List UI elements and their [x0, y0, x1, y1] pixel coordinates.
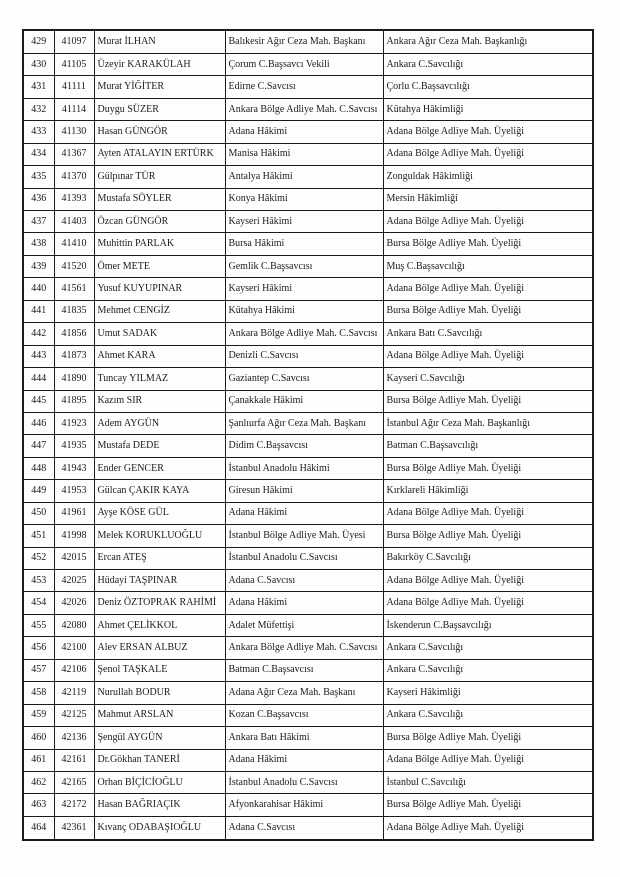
- order-number-cell: 455: [23, 614, 54, 636]
- current-post-cell: Adalet Müfettişi: [225, 614, 383, 636]
- registry-number-cell: 41935: [54, 435, 94, 457]
- name-cell: Nurullah BODUR: [94, 682, 225, 704]
- order-number-cell: 433: [23, 121, 54, 143]
- new-post-cell: Ankara Batı C.Savcılığı: [383, 323, 593, 345]
- name-cell: Mehmet CENGİZ: [94, 300, 225, 322]
- table-row: [23, 121, 593, 143]
- new-post-cell: Adana Bölge Adliye Mah. Üyeliği: [383, 278, 593, 300]
- current-post-cell: Ankara Bölge Adliye Mah. C.Savcısı: [225, 637, 383, 659]
- current-post-cell: Denizli C.Savcısı: [225, 345, 383, 367]
- new-post-cell: Kayseri Hâkimliği: [383, 682, 593, 704]
- new-post-cell: Ankara C.Savcılığı: [383, 53, 593, 75]
- name-cell: Hasan BAĞRIAÇIK: [94, 794, 225, 816]
- order-number-cell: 460: [23, 727, 54, 749]
- name-cell: Melek KORUKLUOĞLU: [94, 525, 225, 547]
- new-post-cell: Bursa Bölge Adliye Mah. Üyeliği: [383, 233, 593, 255]
- current-post-cell: Didim C.Başsavcısı: [225, 435, 383, 457]
- name-cell: Alev ERSAN ALBUZ: [94, 637, 225, 659]
- registry-number-cell: 41370: [54, 166, 94, 188]
- current-post-cell: Çorum C.Başsavcı Vekili: [225, 53, 383, 75]
- order-number-cell: 450: [23, 502, 54, 524]
- new-post-cell: Mersin Hâkimliği: [383, 188, 593, 210]
- table-row: [23, 300, 593, 322]
- current-post-cell: Ankara Batı Hâkimi: [225, 727, 383, 749]
- table-row: [23, 614, 593, 636]
- name-cell: Mustafa DEDE: [94, 435, 225, 457]
- current-post-cell: Kayseri Hâkimi: [225, 278, 383, 300]
- name-cell: Mahmut ARSLAN: [94, 704, 225, 726]
- current-post-cell: İstanbul Anadolu Hâkimi: [225, 457, 383, 479]
- order-number-cell: 430: [23, 53, 54, 75]
- order-number-cell: 448: [23, 457, 54, 479]
- current-post-cell: Adana Hâkimi: [225, 502, 383, 524]
- order-number-cell: 444: [23, 368, 54, 390]
- name-cell: Murat YİĞİTER: [94, 76, 225, 98]
- order-number-cell: 458: [23, 682, 54, 704]
- registry-number-cell: 42026: [54, 592, 94, 614]
- registry-number-cell: 42080: [54, 614, 94, 636]
- new-post-cell: Ankara C.Savcılığı: [383, 704, 593, 726]
- new-post-cell: Bursa Bölge Adliye Mah. Üyeliği: [383, 525, 593, 547]
- order-number-cell: 432: [23, 98, 54, 120]
- new-post-cell: Adana Bölge Adliye Mah. Üyeliği: [383, 502, 593, 524]
- name-cell: Ercan ATEŞ: [94, 547, 225, 569]
- current-post-cell: Adana C.Savcısı: [225, 816, 383, 840]
- order-number-cell: 447: [23, 435, 54, 457]
- table-row: [23, 771, 593, 793]
- registry-number-cell: 41403: [54, 211, 94, 233]
- registry-number-cell: 42172: [54, 794, 94, 816]
- table-row: [23, 345, 593, 367]
- table-row: [23, 143, 593, 165]
- table-row: [23, 30, 593, 53]
- current-post-cell: Adana Hâkimi: [225, 592, 383, 614]
- table-row: [23, 502, 593, 524]
- new-post-cell: Bursa Bölge Adliye Mah. Üyeliği: [383, 390, 593, 412]
- order-number-cell: 442: [23, 323, 54, 345]
- new-post-cell: Adana Bölge Adliye Mah. Üyeliği: [383, 211, 593, 233]
- name-cell: Orhan BİÇİCİOĞLU: [94, 771, 225, 793]
- order-number-cell: 456: [23, 637, 54, 659]
- name-cell: Hasan GÜNGÖR: [94, 121, 225, 143]
- order-number-cell: 451: [23, 525, 54, 547]
- registry-number-cell: 42361: [54, 816, 94, 840]
- order-number-cell: 445: [23, 390, 54, 412]
- current-post-cell: Konya Hâkimi: [225, 188, 383, 210]
- table-row: [23, 233, 593, 255]
- registry-number-cell: 41943: [54, 457, 94, 479]
- new-post-cell: Adana Bölge Adliye Mah. Üyeliği: [383, 570, 593, 592]
- new-post-cell: Kayseri C.Savcılığı: [383, 368, 593, 390]
- order-number-cell: 443: [23, 345, 54, 367]
- name-cell: Gülpınar TÜR: [94, 166, 225, 188]
- name-cell: Dr.Gökhan TANERİ: [94, 749, 225, 771]
- registry-number-cell: 41097: [54, 30, 94, 53]
- table-row: [23, 547, 593, 569]
- order-number-cell: 453: [23, 570, 54, 592]
- name-cell: Hüdayi TAŞPINAR: [94, 570, 225, 592]
- new-post-cell: Ankara C.Savcılığı: [383, 637, 593, 659]
- registry-number-cell: 41873: [54, 345, 94, 367]
- table-row: [23, 98, 593, 120]
- current-post-cell: Manisa Hâkimi: [225, 143, 383, 165]
- new-post-cell: İstanbul Ağır Ceza Mah. Başkanlığı: [383, 412, 593, 434]
- order-number-cell: 464: [23, 816, 54, 840]
- name-cell: Ahmet KARA: [94, 345, 225, 367]
- order-number-cell: 461: [23, 749, 54, 771]
- current-post-cell: Kayseri Hâkimi: [225, 211, 383, 233]
- registry-number-cell: 42100: [54, 637, 94, 659]
- registry-number-cell: 41130: [54, 121, 94, 143]
- current-post-cell: Ankara Bölge Adliye Mah. C.Savcısı: [225, 98, 383, 120]
- name-cell: Şenol TAŞKALE: [94, 659, 225, 681]
- current-post-cell: Afyonkarahisar Hâkimi: [225, 794, 383, 816]
- order-number-cell: 440: [23, 278, 54, 300]
- table-row: [23, 457, 593, 479]
- current-post-cell: Şanlıurfa Ağır Ceza Mah. Başkanı: [225, 412, 383, 434]
- current-post-cell: Ankara Bölge Adliye Mah. C.Savcısı: [225, 323, 383, 345]
- registry-number-cell: 41835: [54, 300, 94, 322]
- name-cell: Gülcan ÇAKIR KAYA: [94, 480, 225, 502]
- registry-number-cell: 41895: [54, 390, 94, 412]
- order-number-cell: 462: [23, 771, 54, 793]
- registry-number-cell: 41953: [54, 480, 94, 502]
- current-post-cell: Çanakkale Hâkimi: [225, 390, 383, 412]
- registry-number-cell: 42015: [54, 547, 94, 569]
- name-cell: Deniz ÖZTOPRAK RAHİMİ: [94, 592, 225, 614]
- name-cell: Üzeyir KARAKÜLAH: [94, 53, 225, 75]
- order-number-cell: 463: [23, 794, 54, 816]
- table-row: [23, 637, 593, 659]
- table-row: [23, 794, 593, 816]
- registry-number-cell: 41105: [54, 53, 94, 75]
- new-post-cell: Çorlu C.Başsavcılığı: [383, 76, 593, 98]
- registry-number-cell: 42125: [54, 704, 94, 726]
- current-post-cell: Bursa Hâkimi: [225, 233, 383, 255]
- table-row: [23, 682, 593, 704]
- name-cell: Yusuf KUYUPINAR: [94, 278, 225, 300]
- table-row: [23, 368, 593, 390]
- table-row: [23, 704, 593, 726]
- current-post-cell: Batman C.Başsavcısı: [225, 659, 383, 681]
- new-post-cell: Zonguldak Hâkimliği: [383, 166, 593, 188]
- table-row: [23, 166, 593, 188]
- name-cell: Ahmet ÇELİKKOL: [94, 614, 225, 636]
- judicial-assignment-table: [22, 29, 594, 841]
- current-post-cell: Adana Hâkimi: [225, 121, 383, 143]
- registry-number-cell: 41393: [54, 188, 94, 210]
- table-row: [23, 659, 593, 681]
- name-cell: Özcan GÜNGÖR: [94, 211, 225, 233]
- new-post-cell: Bakırköy C.Savcılığı: [383, 547, 593, 569]
- registry-number-cell: 41114: [54, 98, 94, 120]
- registry-number-cell: 41367: [54, 143, 94, 165]
- order-number-cell: 429: [23, 30, 54, 53]
- order-number-cell: 436: [23, 188, 54, 210]
- registry-number-cell: 41561: [54, 278, 94, 300]
- current-post-cell: Adana Hâkimi: [225, 749, 383, 771]
- new-post-cell: Bursa Bölge Adliye Mah. Üyeliği: [383, 794, 593, 816]
- new-post-cell: Kırklareli Hâkimliği: [383, 480, 593, 502]
- table-row: [23, 525, 593, 547]
- table-row: [23, 211, 593, 233]
- registry-number-cell: 42106: [54, 659, 94, 681]
- current-post-cell: Giresun Hâkimi: [225, 480, 383, 502]
- table-row: [23, 255, 593, 277]
- order-number-cell: 439: [23, 255, 54, 277]
- order-number-cell: 441: [23, 300, 54, 322]
- registry-number-cell: 41520: [54, 255, 94, 277]
- name-cell: Umut SADAK: [94, 323, 225, 345]
- order-number-cell: 438: [23, 233, 54, 255]
- name-cell: Murat İLHAN: [94, 30, 225, 53]
- new-post-cell: Muş C.Başsavcılığı: [383, 255, 593, 277]
- new-post-cell: Kütahya Hâkimliği: [383, 98, 593, 120]
- registry-number-cell: 41111: [54, 76, 94, 98]
- registry-number-cell: 41856: [54, 323, 94, 345]
- current-post-cell: Gemlik C.Başsavcısı: [225, 255, 383, 277]
- registry-number-cell: 41890: [54, 368, 94, 390]
- new-post-cell: Adana Bölge Adliye Mah. Üyeliği: [383, 592, 593, 614]
- current-post-cell: İstanbul Anadolu C.Savcısı: [225, 547, 383, 569]
- current-post-cell: Kütahya Hâkimi: [225, 300, 383, 322]
- table-row: [23, 53, 593, 75]
- name-cell: Mustafa SÖYLER: [94, 188, 225, 210]
- current-post-cell: İstanbul Bölge Adliye Mah. Üyesi: [225, 525, 383, 547]
- name-cell: Duygu SÜZER: [94, 98, 225, 120]
- registry-number-cell: 42161: [54, 749, 94, 771]
- new-post-cell: Adana Bölge Adliye Mah. Üyeliği: [383, 345, 593, 367]
- new-post-cell: Adana Bölge Adliye Mah. Üyeliği: [383, 121, 593, 143]
- table-row: [23, 749, 593, 771]
- new-post-cell: Ankara C.Savcılığı: [383, 659, 593, 681]
- new-post-cell: Bursa Bölge Adliye Mah. Üyeliği: [383, 300, 593, 322]
- table-row: [23, 76, 593, 98]
- name-cell: Ayten ATALAYIN ERTÜRK: [94, 143, 225, 165]
- order-number-cell: 437: [23, 211, 54, 233]
- current-post-cell: Adana Ağır Ceza Mah. Başkanı: [225, 682, 383, 704]
- registry-number-cell: 41410: [54, 233, 94, 255]
- new-post-cell: Adana Bölge Adliye Mah. Üyeliği: [383, 816, 593, 840]
- new-post-cell: İstanbul C.Savcılığı: [383, 771, 593, 793]
- order-number-cell: 454: [23, 592, 54, 614]
- registry-number-cell: 42136: [54, 727, 94, 749]
- name-cell: Adem AYGÜN: [94, 412, 225, 434]
- current-post-cell: Antalya Hâkimi: [225, 166, 383, 188]
- table-row: [23, 727, 593, 749]
- registry-number-cell: 42119: [54, 682, 94, 704]
- name-cell: Kıvanç ODABAŞIOĞLU: [94, 816, 225, 840]
- table-row: [23, 816, 593, 840]
- order-number-cell: 434: [23, 143, 54, 165]
- table-row: [23, 278, 593, 300]
- table-row: [23, 480, 593, 502]
- new-post-cell: İskenderun C.Başsavcılığı: [383, 614, 593, 636]
- table-row: [23, 435, 593, 457]
- order-number-cell: 457: [23, 659, 54, 681]
- table-row: [23, 412, 593, 434]
- order-number-cell: 435: [23, 166, 54, 188]
- table-row: [23, 390, 593, 412]
- table-row: [23, 570, 593, 592]
- table-row: [23, 323, 593, 345]
- new-post-cell: Bursa Bölge Adliye Mah. Üyeliği: [383, 727, 593, 749]
- current-post-cell: Gaziantep C.Savcısı: [225, 368, 383, 390]
- new-post-cell: Bursa Bölge Adliye Mah. Üyeliği: [383, 457, 593, 479]
- order-number-cell: 449: [23, 480, 54, 502]
- name-cell: Şengül AYGÜN: [94, 727, 225, 749]
- order-number-cell: 446: [23, 412, 54, 434]
- table-row: [23, 188, 593, 210]
- current-post-cell: Edirne C.Savcısı: [225, 76, 383, 98]
- order-number-cell: 459: [23, 704, 54, 726]
- name-cell: Muhittin PARLAK: [94, 233, 225, 255]
- table-row: [23, 592, 593, 614]
- registry-number-cell: 42165: [54, 771, 94, 793]
- order-number-cell: 431: [23, 76, 54, 98]
- registry-number-cell: 42025: [54, 570, 94, 592]
- name-cell: Ömer METE: [94, 255, 225, 277]
- current-post-cell: Adana C.Savcısı: [225, 570, 383, 592]
- registry-number-cell: 41923: [54, 412, 94, 434]
- registry-number-cell: 41961: [54, 502, 94, 524]
- name-cell: Ayşe KÖSE GÜL: [94, 502, 225, 524]
- order-number-cell: 452: [23, 547, 54, 569]
- new-post-cell: Adana Bölge Adliye Mah. Üyeliği: [383, 143, 593, 165]
- name-cell: Kazım SIR: [94, 390, 225, 412]
- name-cell: Tuncay YILMAZ: [94, 368, 225, 390]
- new-post-cell: Adana Bölge Adliye Mah. Üyeliği: [383, 749, 593, 771]
- current-post-cell: Kozan C.Başsavcısı: [225, 704, 383, 726]
- new-post-cell: Ankara Ağır Ceza Mah. Başkanlığı: [383, 30, 593, 53]
- registry-number-cell: 41998: [54, 525, 94, 547]
- current-post-cell: İstanbul Anadolu C.Savcısı: [225, 771, 383, 793]
- current-post-cell: Balıkesir Ağır Ceza Mah. Başkanı: [225, 30, 383, 53]
- name-cell: Ender GENCER: [94, 457, 225, 479]
- new-post-cell: Batman C.Başsavcılığı: [383, 435, 593, 457]
